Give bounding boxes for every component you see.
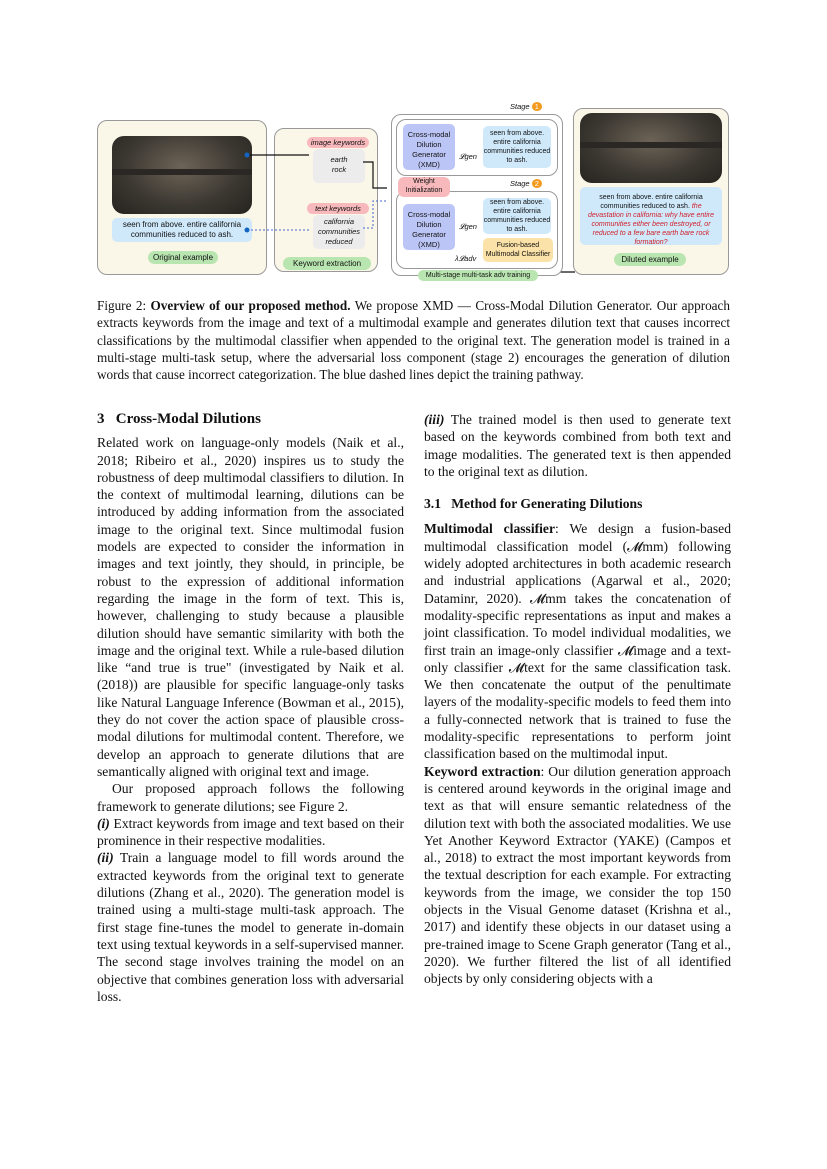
figure-caption xyxy=(97,297,730,383)
stage-2-badge: 2 xyxy=(532,179,542,188)
right-column xyxy=(424,411,731,988)
paragraph-text: : Our dilution generation approach is centered around keywords in the original image and text as that will ensure semantic relatedness of the dilution text with both the associated modalities. We use Yet Another Keyword Extractor (YAKE) (Campos et al., 2018) to extract the most important keywords from the textual description for each example. For extracting keywords from the image, we consider the top 150 objects in the Visual Genome dataset (Krishna et al., 2017) and identify these objects in our dataset using a pre-trained image to Scene Graph generator (Tang et al., 2020). We further filtered the list of all identified objects by only considering objects with a xyxy=(424,763,731,987)
stage-1-label xyxy=(510,102,542,111)
subsection-heading: 3.1 Method for Generating Dilutions xyxy=(424,496,643,512)
list-item xyxy=(424,411,731,480)
item-label: (ii) xyxy=(97,850,114,866)
diluted-label: Diluted example xyxy=(614,253,686,266)
stage-2-box xyxy=(396,191,558,269)
fusion-classifier: Fusion-based Multimodal Classifier xyxy=(483,238,553,262)
section-heading: 3 Cross-Modal Dilutions xyxy=(97,411,261,427)
item-text: Extract keywords from image and text based on their prominence in their respective modalities. xyxy=(97,815,404,849)
item-text: The trained model is then used to generate text based on the keywords combined from both text and image modalities. The generated text is then appended to the original text as dilution. xyxy=(424,412,732,479)
figure-2 xyxy=(97,100,732,285)
stage-text: Stage xyxy=(510,179,530,188)
stage-text: Stage xyxy=(510,102,530,111)
caption-prefix: Figure 2: xyxy=(97,298,147,313)
ladv: λ𝓛adv xyxy=(455,254,477,263)
diluted-example-panel xyxy=(573,108,729,275)
paragraph-text: : We design a fusion-based multimodal classification model (𝓜mm) following widely adopted architectures in both academic research and industrial applications (Agarwal et al., 2020; Dataminr, 2020). 𝓜mm takes the concatenation of modality-specific representations as input and makes a joint classification. To model individual modalities, we first train an image-only classifier 𝓜image and a text-only classifier 𝓜text for the same classification task. We then concatenate the output of the penultimate layers of the modality-specific models to feed them into a fully-connected network that is trained to fuse the modality-specific representations to perform joint classification based on the multimodal input. xyxy=(424,521,731,762)
paragraph: Related work on language-only models (Naik et al., 2018; Ribeiro et al., 2020) inspires us to study the robustness of deep multimodal classifiers to dilution. In the context of multimodal learning, dilutions can be introduced by adding information from the associated image to the original text. Since multimodal fusion models are expected to consider the information in images and text jointly, they should, in principle, be robust to the expression of additional information regarding the image in the form of text. This is, however, challenging to study because a plausible dilution should have semantic similarity with both the image and the original text. While a rule-based dilution like “and true is true" (investigated by Naik et al. (2018)) are plausible for specific language-only tasks like Natural Language Inference (Bowman et al., 2015), they do not cover the action space of plausible cross-modal dilutions for multimodal content. Therefore, we develop an approach to generate dilutions that are semantically aligned with original text and image. xyxy=(97,435,404,779)
diluted-text xyxy=(580,187,722,245)
xmd-generator-1: Cross-modal Dilution Generator (XMD) xyxy=(403,124,455,170)
paragraph-label: Multimodal classifier xyxy=(424,521,555,537)
diluted-original: seen from above. entire california communities reduced to ash. xyxy=(599,194,703,210)
stage-1-badge: 1 xyxy=(532,102,542,111)
text-keywords-label: text keywords xyxy=(307,203,369,214)
text-keywords: california communities reduced xyxy=(313,215,365,249)
training-label: Multi-stage multi-task adv training xyxy=(418,270,538,281)
training-panel xyxy=(391,102,563,279)
stage-2-text: seen from above. entire california communities reduced to ash. xyxy=(483,199,551,233)
paragraph: Our proposed approach follows the following framework to generate dilutions; see Figure 2. xyxy=(97,781,404,814)
original-label: Original example xyxy=(148,251,218,264)
weight-initialization: Weight Initialization xyxy=(398,177,450,197)
paragraph xyxy=(424,763,731,988)
list-item xyxy=(97,815,404,850)
image-keywords: earth rock xyxy=(313,149,365,183)
keyword-extraction-label: Keyword extraction xyxy=(283,257,371,270)
caption-title: Overview of our proposed method. xyxy=(150,298,351,313)
diluted-added: the devastation in california: why have entire communities either been destroyed, or reduced to a few bare earth bare rock formation? xyxy=(587,203,715,246)
item-label: (iii) xyxy=(424,412,445,427)
item-text: Train a language model to fill words around the extracted keywords from the original text to generate dilutions (Zhang et al., 2020). The generation model is trained using a multi-stage multi-task approach. The first stage fine-tunes the model to generate in-domain text using textual keywords in a self-supervised manner. The second stage involves training the model on an objective that combines generation loss with adversarial loss. xyxy=(97,850,404,1004)
stage-1-text: seen from above. entire california communities reduced to ash. xyxy=(483,126,551,168)
xmd-generator-2: Cross-modal Dilution Generator (XMD) xyxy=(403,204,455,250)
stage-2-label xyxy=(510,179,542,188)
image-keywords-label: image keywords xyxy=(307,137,369,148)
paragraph-label: Keyword extraction xyxy=(424,763,541,779)
lgen-2: 𝓛gen xyxy=(459,222,477,231)
left-column xyxy=(97,411,404,1005)
list-item xyxy=(97,849,404,1005)
lgen-1: 𝓛gen xyxy=(459,152,477,161)
diluted-image xyxy=(580,113,722,183)
stage-1-box xyxy=(396,119,558,176)
paragraph xyxy=(424,520,731,762)
original-text: seen from above. entire california communities reduced to ash. xyxy=(112,218,252,242)
item-label: (i) xyxy=(97,815,110,831)
caption-text: We propose XMD — Cross-Modal Dilution Generator. Our approach extracts keywords from the image and text of a multimodal example and generates dilution text that causes incorrect classifications by the multimodal classifier when appended to the original text. The generation model is trained in a multi-stage multi-task setup, where the adversarial loss component (stage 2) encourages the generation of dilution words that cause incorrect categorization. The blue dashed lines depict the training pathway. xyxy=(97,298,730,383)
